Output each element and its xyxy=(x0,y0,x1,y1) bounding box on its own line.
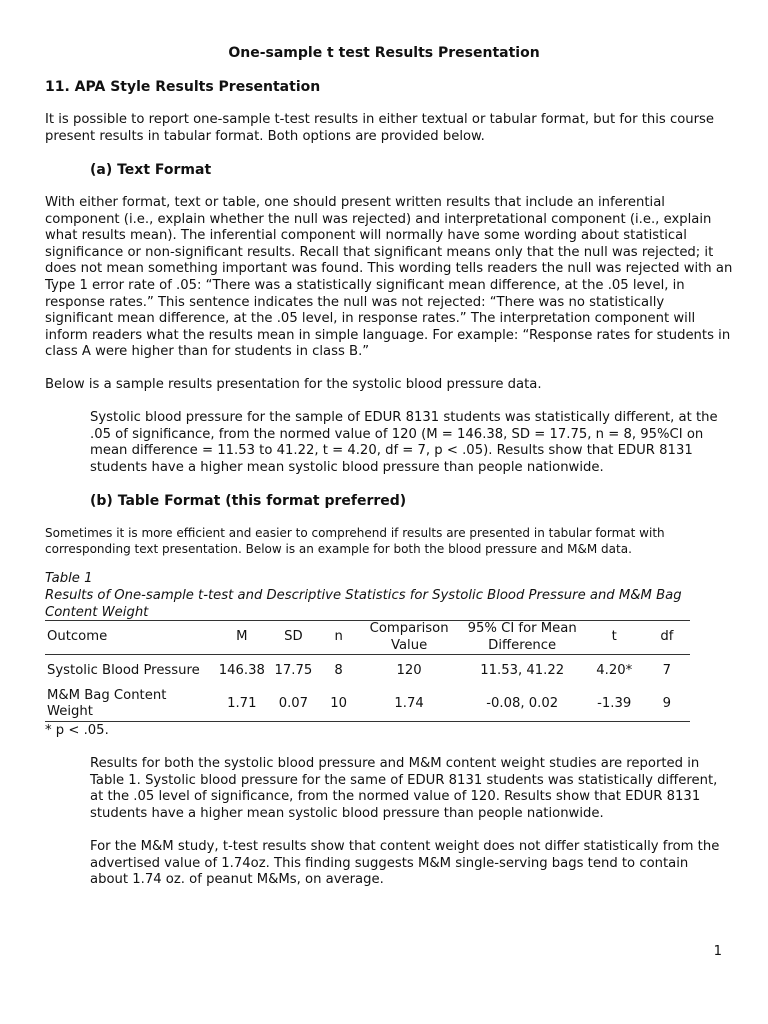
table-row xyxy=(45,655,690,688)
cell-n: 10 xyxy=(330,695,348,711)
table-label: Table 1 xyxy=(45,571,93,586)
header-comparison-value: Comparison Value xyxy=(369,621,449,653)
text-format-heading: (a) Text Format xyxy=(90,162,212,178)
document-title: One-sample t test Results Presentation xyxy=(228,45,540,61)
cell-outcome: Systolic Blood Pressure xyxy=(47,663,200,678)
header-outcome: Outcome xyxy=(47,629,108,645)
cell-n: 8 xyxy=(334,663,343,678)
cell-comparison-value: 120 xyxy=(396,663,422,678)
cell-sd: 0.07 xyxy=(278,695,309,711)
results-paragraph-2: For the M&M study, t-test results show that content weight does not differ statistically from the advertised value of 1.74oz. This finding suggests M&M single-serving bags tend to contain about 1.74 oz. of peanut M&Ms, on average. xyxy=(90,839,720,888)
cell-df: 9 xyxy=(662,695,672,711)
cell-t: 4.20* xyxy=(596,663,633,678)
sample-intro-paragraph: Below is a sample results presentation for the systolic blood pressure data. xyxy=(45,377,542,392)
header-sd: SD xyxy=(284,629,303,645)
page-number: 1 xyxy=(713,944,722,959)
header-ci: 95% CI for Mean Difference xyxy=(467,621,577,653)
section-heading: 11. APA Style Results Presentation xyxy=(45,79,321,95)
cell-outcome: M&M Bag Content Weight xyxy=(47,687,167,719)
text-format-paragraph: With either format, text or table, one should present written results that include an inferential component (i.e., explain whether the null was rejected) and interpretational component (i.e., explain what results mean). The inferential component will normally have some wording about statistical significance or non-significant results. Recall that significant means only that the null was rejected; it does not mean something important was found. This wording tells readers the null was rejected with an Type 1 error rate of .05: “There was a statistically significant mean difference, at the .05 level, in response rates.” This sentence indicates the null was not rejected: “There was no statistically significant mean difference, at the .05 level, in response rates.” The interpretation component will inform readers what the results mean in simple language. For example: “Response rates for students in class A were higher than for students in class B.” xyxy=(45,195,733,360)
table-format-heading: (b) Table Format (this format preferred) xyxy=(90,493,407,509)
header-n: n xyxy=(334,629,343,645)
cell-ci: 11.53, 41.22 xyxy=(480,663,565,678)
cell-m: 146.38 xyxy=(218,663,265,678)
sample-results-paragraph: Systolic blood pressure for the sample of EDUR 8131 students was statistically different, at the .05 of significance, from the normed value of 120 (M = 146.38, SD = 17.75, n = 8, 95%CI on mean difference = 11.53 to 41.22, t = 4.20, df = 7, p < .05). Results show that EDUR 8131 students have a higher mean systolic blood pressure than people nationwide. xyxy=(90,410,718,475)
header-df: df xyxy=(660,629,674,645)
cell-comparison-value: 1.74 xyxy=(394,695,424,711)
header-t: t xyxy=(611,629,617,645)
cell-m: 1.71 xyxy=(227,695,257,711)
table-format-paragraph: Sometimes it is more efficient and easier to comprehend if results are presented in tabular format with corresponding text presentation. Below is an example for both the blood pressure and M&M data. xyxy=(45,526,665,556)
table-row xyxy=(45,688,690,722)
cell-ci: -0.08, 0.02 xyxy=(486,695,559,711)
cell-sd: 17.75 xyxy=(274,663,313,678)
header-m: M xyxy=(236,629,248,645)
cell-df: 7 xyxy=(662,663,672,678)
table-footnote: * p < .05. xyxy=(45,723,109,738)
intro-paragraph: It is possible to report one-sample t-test results in either textual or tabular format, but for this course present results in tabular format. Both options are provided below. xyxy=(45,112,715,144)
cell-t: -1.39 xyxy=(597,695,632,711)
table-caption: Results of One-sample t-test and Descriptive Statistics for Systolic Blood Pressure and M&M Bag Content Weight xyxy=(45,588,682,620)
results-paragraph-1: Results for both the systolic blood pressure and M&M content weight studies are reported in Table 1. Systolic blood pressure for the same of EDUR 8131 students was statistically different, at the .05 level of significance, from the normed value of 120. Results show that EDUR 8131 students have a higher mean systolic blood pressure than people nationwide. xyxy=(90,756,718,821)
results-table xyxy=(45,620,690,722)
